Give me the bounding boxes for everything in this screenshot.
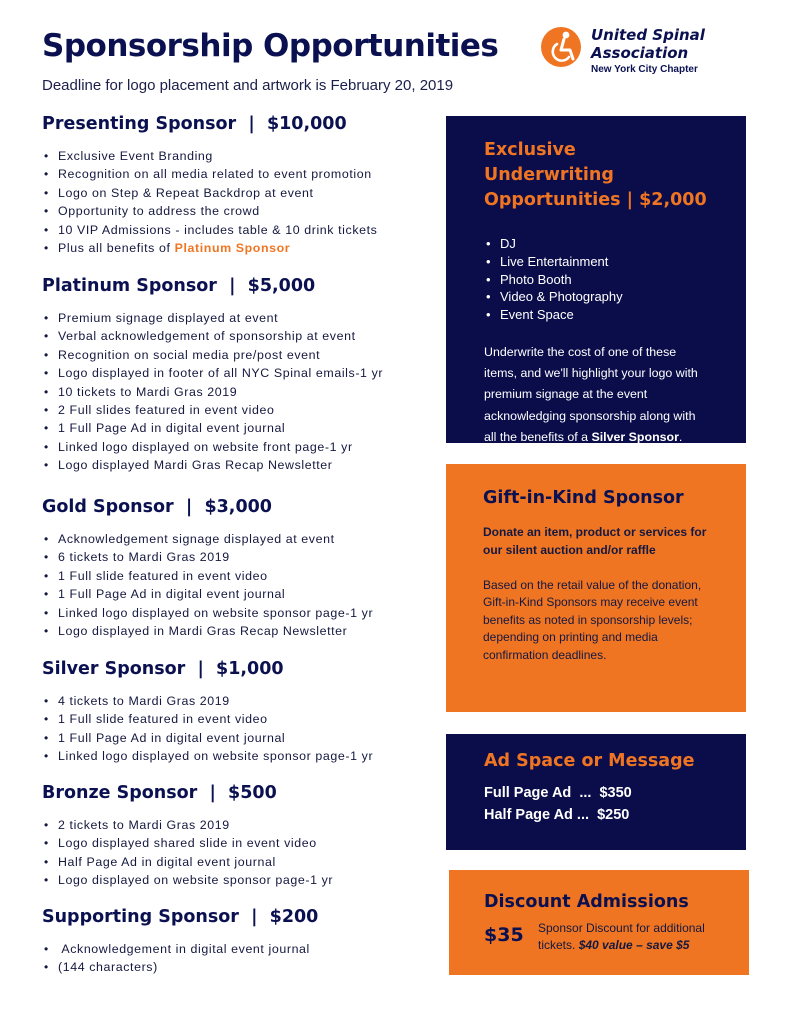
tier-platinum [42, 276, 432, 475]
logo-line-2: Association [591, 44, 689, 62]
tier-heading: Presenting Sponsor | $10,000 [42, 114, 347, 134]
underwriting-heading-line-2: Opportunities | $2,000 [484, 190, 707, 210]
logo-chapter: New York City Chapter [591, 64, 698, 75]
tier-heading: Platinum Sponsor | $5,000 [42, 276, 316, 296]
list-item: • 1 Full Page Ad in digital event journal [42, 419, 432, 437]
list-item: • DJ [484, 235, 710, 253]
list-item: • Linked logo displayed on website front page-1 yr [42, 438, 432, 456]
list-item: • Recognition on social media pre/post event [42, 346, 432, 364]
discount-savings: $40 value – save $5 [578, 938, 690, 952]
list-item: • Logo displayed on website sponsor page-1 yr [42, 871, 432, 889]
tier-gold [42, 497, 432, 640]
organization-logo [539, 22, 739, 82]
underwriting-box [446, 116, 746, 443]
list-item: • 1 Full Page Ad in digital event journal [42, 585, 432, 603]
platinum-highlight: Platinum Sponsor [174, 241, 291, 256]
discount-heading: Discount Admissions [484, 892, 689, 912]
benefit-list [42, 309, 432, 475]
list-item-continuation [42, 958, 432, 976]
benefit-prefix: Plus all benefits of [58, 241, 175, 256]
list-item: • Exclusive Event Branding [42, 147, 432, 165]
underwriting-text: Underwrite the cost of one of these items, and we'll highlight your logo with premium signage at the event acknowledging sponsorship along with all the benefits of a [484, 344, 698, 444]
list-item: • Logo displayed shared slide in event video [42, 834, 432, 852]
half-page-ad-price: Half Page Ad ... $250 [484, 806, 630, 823]
tier-heading: Bronze Sponsor | $500 [42, 783, 277, 803]
list-item: • 10 tickets to Mardi Gras 2019 [42, 383, 432, 401]
list-item: • Video & Photography [484, 288, 710, 306]
tier-heading: Supporting Sponsor | $200 [42, 907, 319, 927]
list-item: • Live Entertainment [484, 253, 710, 271]
silver-sponsor-emphasis: Silver Sponsor [591, 429, 679, 444]
underwriting-heading-line-1: Exclusive Underwriting [484, 140, 614, 185]
discount-description [538, 920, 738, 954]
tier-silver [42, 659, 432, 766]
list-item: • Logo on Step & Repeat Backdrop at event [42, 184, 432, 202]
list-item: • Premium signage displayed at event [42, 309, 432, 327]
list-item: • Opportunity to address the crowd [42, 202, 432, 220]
list-item: • Acknowledgement signage displayed at event [42, 530, 432, 548]
list-item: • 1 Full slide featured in event video [42, 710, 432, 728]
benefit-list [42, 816, 432, 890]
character-limit-note: (144 characters) [58, 960, 158, 975]
list-item: • 1 Full slide featured in event video [42, 567, 432, 585]
list-item: • 2 Full slides featured in event video [42, 401, 432, 419]
underwriting-period: . [678, 429, 683, 444]
list-item: • Logo displayed in Mardi Gras Recap Newsletter [42, 622, 432, 640]
tier-bronze [42, 783, 432, 890]
benefit-list [42, 692, 432, 766]
ad-space-box [446, 734, 746, 850]
benefit-list [42, 940, 432, 977]
wheelchair-logo-icon [539, 24, 585, 70]
list-item [42, 239, 432, 257]
list-item: • 6 tickets to Mardi Gras 2019 [42, 548, 432, 566]
discount-admissions-box [449, 870, 749, 975]
underwriting-list [484, 235, 710, 324]
list-item: • Photo Booth [484, 271, 710, 289]
list-item: • Logo displayed Mardi Gras Recap Newsletter [42, 456, 432, 474]
discount-price: $35 [484, 924, 524, 946]
list-item: • 10 VIP Admissions - includes table & 10 drink tickets [42, 221, 432, 239]
list-item: • Half Page Ad in digital event journal [42, 853, 432, 871]
discount-text: Sponsor Discount for additional tickets. [538, 921, 705, 952]
list-item: • 1 Full Page Ad in digital event journal [42, 729, 432, 747]
list-item: • Acknowledgement in digital event journal [42, 940, 432, 958]
tier-presenting [42, 114, 432, 257]
gift-description: Based on the retail value of the donation, Gift-in-Kind Sponsors may receive event benefits as noted in sponsorship levels; depending on printing and media confirmation deadlines. [483, 578, 702, 662]
tier-heading: Gold Sponsor | $3,000 [42, 497, 272, 517]
benefit-list [42, 147, 432, 257]
gift-heading: Gift-in-Kind Sponsor [483, 488, 684, 508]
full-page-ad-price: Full Page Ad ... $350 [484, 785, 632, 801]
underwriting-description [484, 342, 710, 448]
gift-lead: Donate an item, product or services for our silent auction and/or raffle [483, 525, 707, 557]
list-item: • Linked logo displayed on website sponsor page-1 yr [42, 747, 432, 765]
tier-heading: Silver Sponsor | $1,000 [42, 659, 284, 679]
logo-line-1: United Spinal [591, 26, 705, 44]
tier-supporting [42, 907, 432, 977]
ad-space-heading: Ad Space or Message [484, 751, 695, 771]
page-title: Sponsorship Opportunities [42, 28, 499, 64]
list-item: • Verbal acknowledgement of sponsorship at event [42, 327, 432, 345]
deadline-subtitle: Deadline for logo placement and artwork is February 20, 2019 [42, 77, 454, 94]
list-item: • 2 tickets to Mardi Gras 2019 [42, 816, 432, 834]
list-item: • 4 tickets to Mardi Gras 2019 [42, 692, 432, 710]
list-item: • Event Space [484, 306, 710, 324]
list-item: • Recognition on all media related to event promotion [42, 165, 432, 183]
underwriting-heading [484, 138, 710, 213]
benefit-list [42, 530, 432, 640]
gift-in-kind-box [446, 464, 746, 712]
list-item: • Linked logo displayed on website sponsor page-1 yr [42, 604, 432, 622]
list-item: • Logo displayed in footer of all NYC Spinal emails-1 yr [42, 364, 432, 382]
